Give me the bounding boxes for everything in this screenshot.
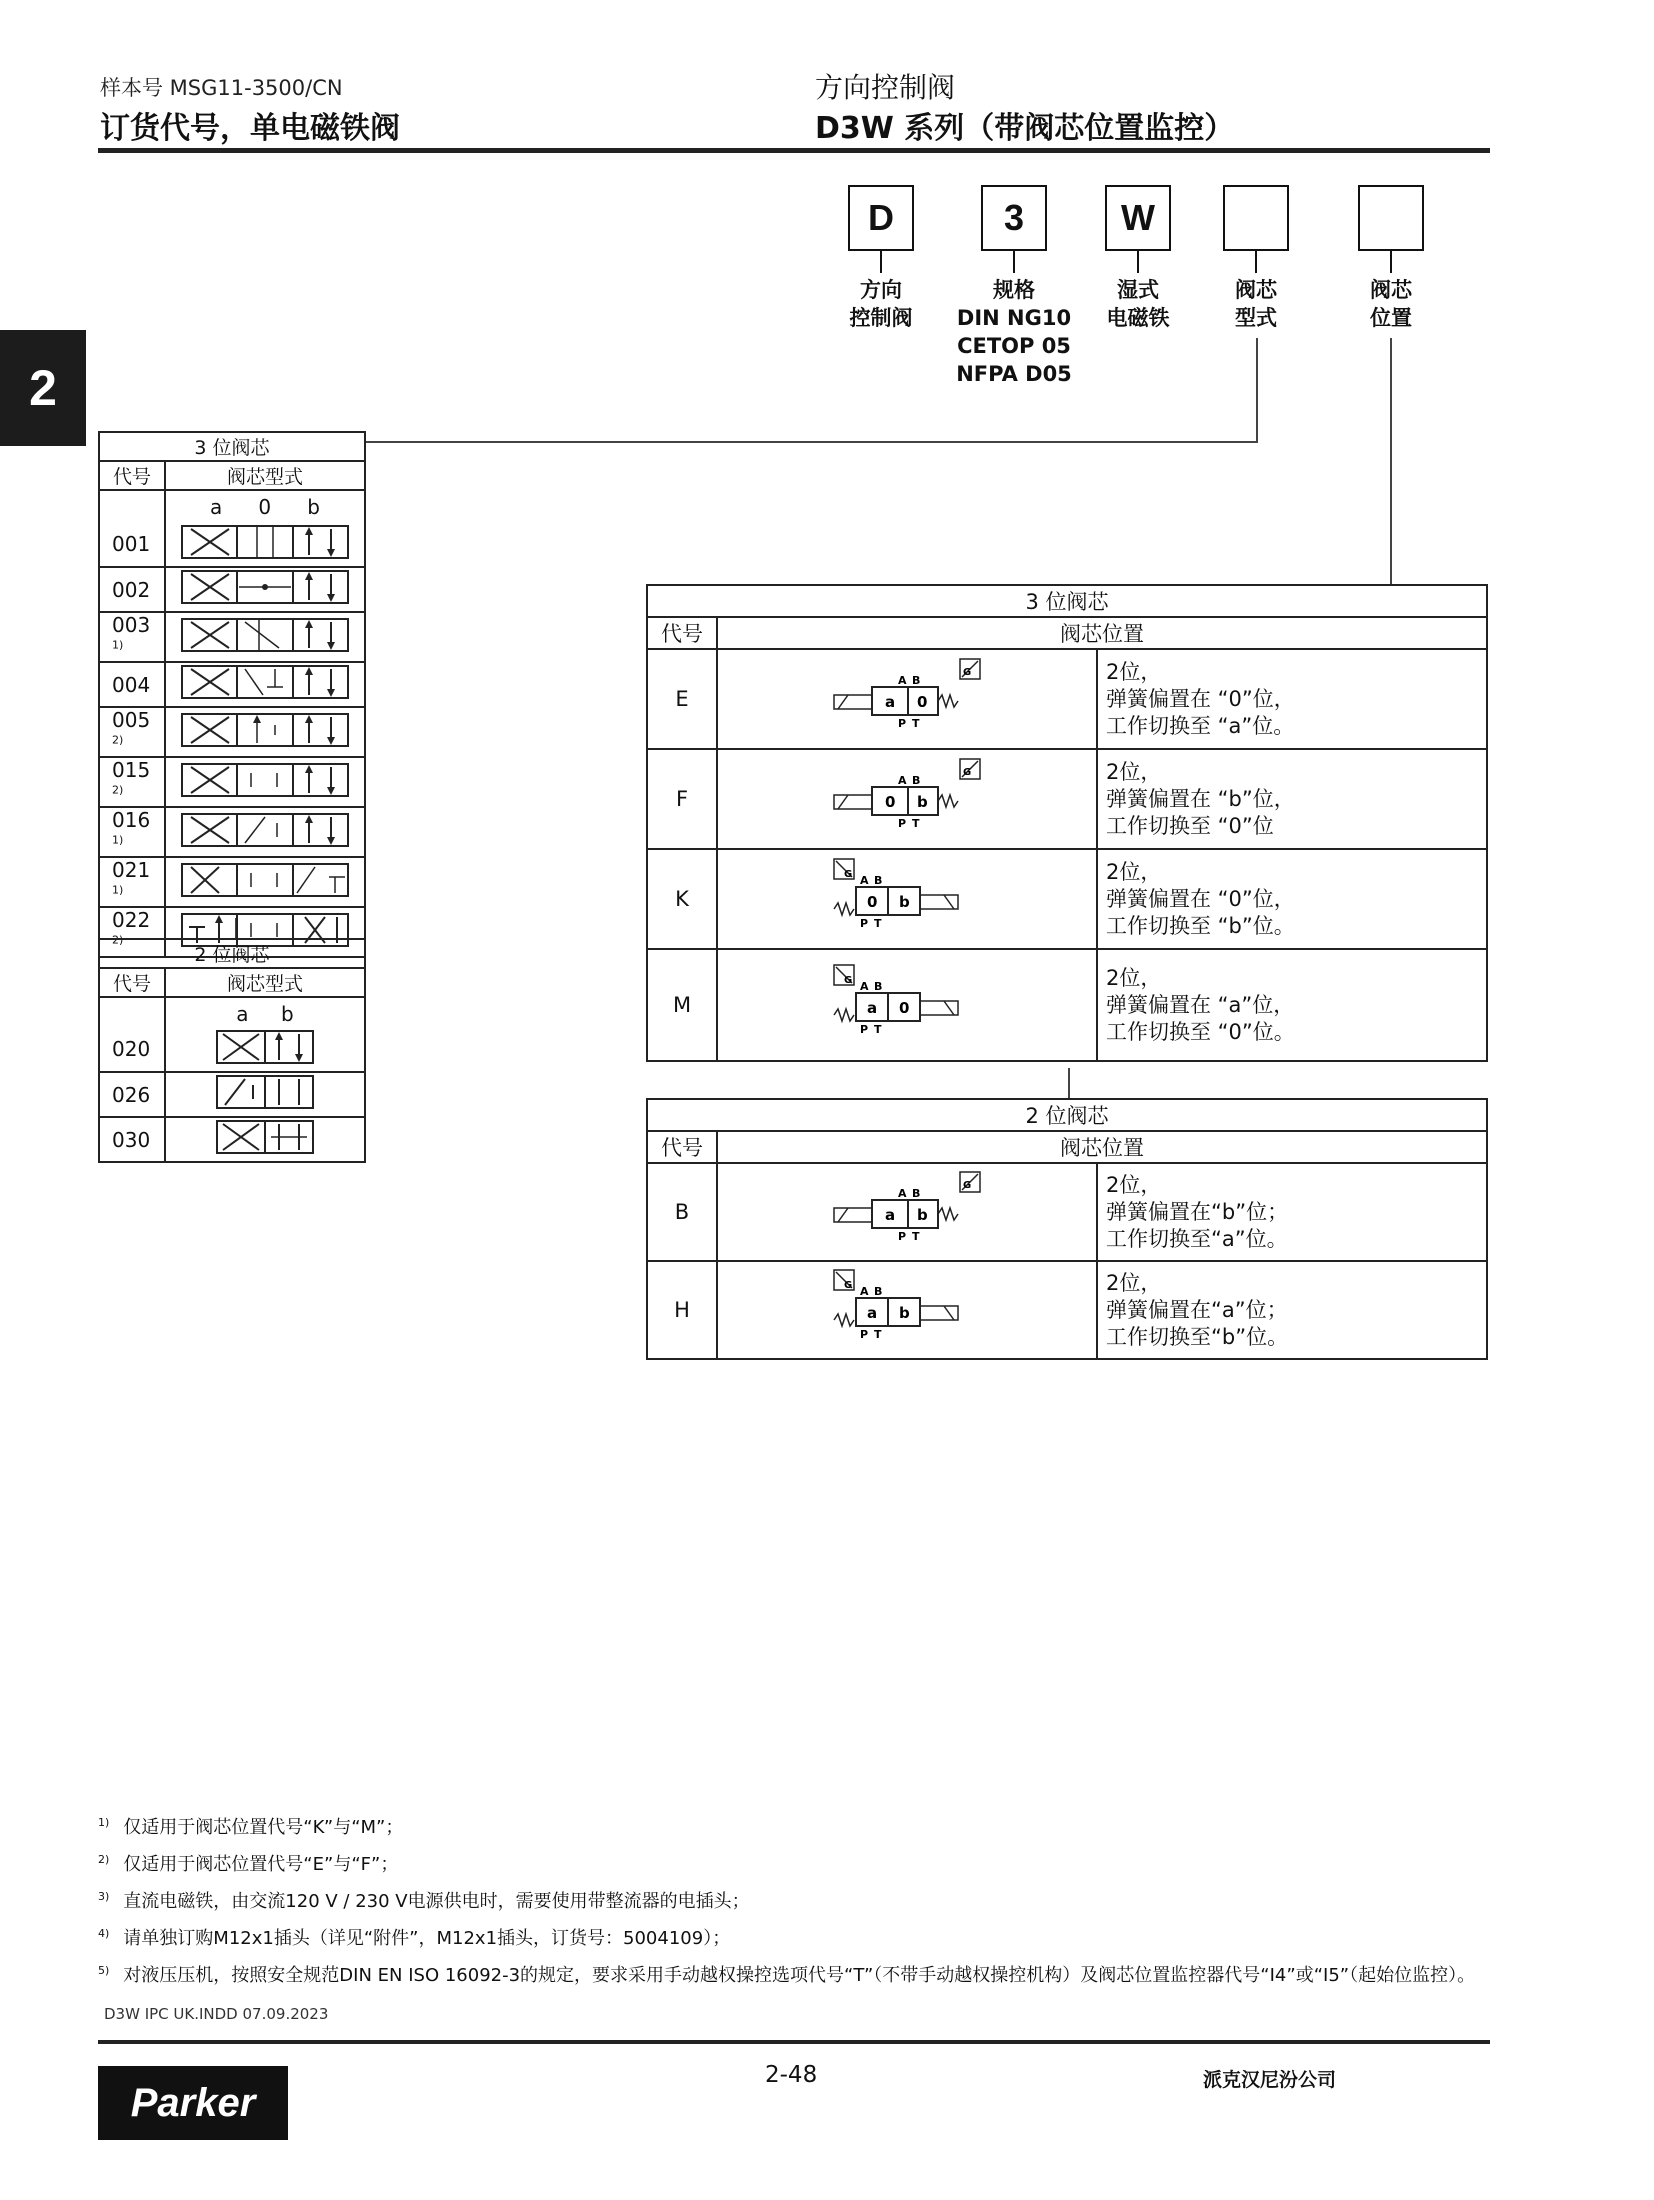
- table-row: [99, 857, 365, 907]
- position-labels: [170, 493, 360, 525]
- valve-symbol: [832, 1170, 982, 1250]
- spool-symbol: [179, 813, 351, 847]
- footnote: $^{4)}$ 请单独订购M12x1插头（详见“附件”，M12x1插头，订货号：5004109）；: [98, 1927, 731, 1949]
- code-box-3: W: [1105, 185, 1171, 251]
- code-label-size: 规格 DIN NG10 CETOP 05 NFPA D05: [956, 278, 1072, 386]
- spool-symbol: [179, 618, 351, 652]
- code-label-solenoid: 湿式 电磁铁: [1106, 278, 1170, 330]
- desc-line: 弹簧偏置在 “a”位，: [1106, 992, 1295, 1017]
- page-number: 2-48: [765, 2062, 818, 2088]
- symbol-label: P: [898, 1229, 907, 1243]
- desc-line: 工作切换至“a”位。: [1106, 1226, 1288, 1251]
- symbol-label: G: [963, 666, 972, 678]
- symbol-label: A: [860, 873, 869, 887]
- box-label: a: [867, 998, 878, 1017]
- box-label: 0: [867, 892, 878, 911]
- footnote: $^{1)}$ 仅适用于阀芯位置代号“K”与“M”；: [98, 1816, 404, 1838]
- symbol-label: B: [912, 773, 921, 787]
- box-label: b: [917, 1205, 928, 1224]
- desc-line: 工作切换至“b”位。: [1106, 1324, 1289, 1349]
- table-caption: 2 位阀芯: [99, 939, 365, 968]
- valve-symbol: [832, 1268, 982, 1348]
- spool-code: 030: [112, 1127, 151, 1152]
- position-labels: [170, 1000, 360, 1030]
- code-box-1: D: [848, 185, 914, 251]
- table-row: [99, 997, 365, 1072]
- code-stem: [1013, 251, 1015, 273]
- symbol-label: G: [963, 766, 972, 778]
- spool-symbol: [179, 570, 351, 604]
- page-title-left: 订货代号，单电磁铁阀: [100, 111, 400, 146]
- desc-line: 弹簧偏置在 “0”位，: [1106, 686, 1295, 711]
- spool-symbol: [215, 1075, 315, 1109]
- valve-symbol: [832, 757, 982, 837]
- symbol-label: A: [860, 1284, 869, 1298]
- position-label: a: [236, 1002, 249, 1026]
- symbol-label: B: [912, 1186, 921, 1200]
- box-label: b: [917, 792, 928, 811]
- file-info: D3W IPC UK.INDD 07.09.2023: [104, 2005, 329, 2023]
- code-box-5: [1358, 185, 1424, 251]
- code-stem: [1255, 251, 1257, 273]
- table-caption: 3 位阀芯: [647, 585, 1487, 617]
- footnote-ref: 1): [112, 883, 124, 897]
- spool-type-table-2pos: [98, 938, 366, 1163]
- position-code: M: [647, 949, 717, 1061]
- footnotes: [98, 1807, 1475, 1992]
- symbol-label: A: [860, 979, 869, 993]
- connector-line: [1390, 338, 1392, 585]
- symbol-label: T: [874, 1327, 882, 1341]
- spool-code: 003: [112, 613, 151, 637]
- col-header-spool-type: 阀芯型式: [165, 968, 365, 997]
- symbol-label: P: [860, 1022, 869, 1036]
- valve-symbol: [832, 657, 982, 737]
- position-code: F: [647, 749, 717, 849]
- code-box-4: [1223, 185, 1289, 251]
- spool-symbol: [179, 525, 351, 559]
- table-row: [99, 757, 365, 807]
- symbol-label: P: [860, 1327, 869, 1341]
- section-tab: 2: [0, 330, 86, 446]
- spool-type-table-3pos: [98, 431, 366, 958]
- table-row: [99, 567, 365, 612]
- page-title-right: D3W 系列（带阀芯位置监控）: [815, 111, 1235, 146]
- spool-code: 020: [112, 1037, 151, 1061]
- code-box-2: 3: [981, 185, 1047, 251]
- symbol-label: T: [874, 916, 882, 930]
- col-header-code: 代号: [99, 968, 165, 997]
- col-header-spool-position: 阀芯位置: [717, 1131, 1487, 1163]
- code-stem: [1390, 251, 1392, 273]
- parker-logo: Parker: [98, 2066, 288, 2140]
- sample-number: 样本号 MSG11-3500/CN: [100, 76, 343, 100]
- desc-line: 2位，: [1106, 859, 1162, 884]
- table-row: [647, 749, 1487, 849]
- col-header-code: 代号: [647, 1131, 717, 1163]
- spool-code: 026: [112, 1082, 151, 1107]
- desc-line: 2位，: [1106, 1172, 1162, 1197]
- desc-line: 工作切换至 “0”位: [1106, 813, 1274, 838]
- table-row: [647, 1163, 1487, 1261]
- position-code: E: [647, 649, 717, 749]
- box-label: b: [899, 892, 910, 911]
- footer-rule: [98, 2040, 1490, 2044]
- position-code: B: [647, 1163, 717, 1261]
- header-rule: [98, 148, 1490, 153]
- table-row: [99, 1072, 365, 1117]
- company-name: 派克汉尼汾公司: [1203, 2069, 1337, 2091]
- valve-symbol: [832, 857, 982, 937]
- table-caption: 2 位阀芯: [647, 1099, 1487, 1131]
- desc-line: 工作切换至 “b”位。: [1106, 913, 1295, 938]
- table-row: [99, 807, 365, 857]
- table-row: [647, 1261, 1487, 1359]
- desc-line: 弹簧偏置在 “b”位，: [1106, 786, 1295, 811]
- valve-symbol: [832, 963, 982, 1043]
- symbol-label: G: [844, 1279, 853, 1291]
- spool-code: 002: [112, 577, 151, 602]
- spool-position-table-2pos: [646, 1098, 1488, 1360]
- spool-code: 015: [112, 758, 151, 782]
- footnote-ref: 2): [112, 733, 124, 747]
- symbol-label: T: [912, 816, 920, 830]
- spool-symbol: [179, 863, 351, 897]
- symbol-label: G: [963, 1179, 972, 1191]
- position-label: 0: [258, 495, 272, 519]
- spool-symbol: [215, 1030, 315, 1064]
- desc-line: 2位，: [1106, 659, 1162, 684]
- desc-line: 2位，: [1106, 1270, 1162, 1295]
- symbol-label: B: [912, 673, 921, 687]
- spool-symbol: [179, 763, 351, 797]
- symbol-label: A: [898, 1186, 907, 1200]
- col-header-code: 代号: [647, 617, 717, 649]
- desc-line: 弹簧偏置在“b”位；: [1106, 1199, 1289, 1224]
- spool-position-table-3pos: [646, 584, 1488, 1062]
- symbol-label: T: [874, 1022, 882, 1036]
- symbol-label: T: [912, 1229, 920, 1243]
- position-code: K: [647, 849, 717, 949]
- table-row: [99, 662, 365, 707]
- table-row: [647, 949, 1487, 1061]
- position-label: a: [210, 495, 223, 519]
- symbol-label: A: [898, 673, 907, 687]
- spool-code: 022: [112, 908, 151, 932]
- footnote: $^{5)}$ 对液压压机，按照安全规范DIN EN ISO 16092-3的规定，要求采用手动越权操控选项代号“T”（不带手动越权操控机构）及阀芯位置监控器代号“I4”或“I5”（起始位监控）。: [98, 1964, 1476, 1986]
- symbol-label: G: [844, 868, 853, 880]
- desc-line: 弹簧偏置在“a”位；: [1106, 1297, 1288, 1322]
- box-label: b: [899, 1303, 910, 1322]
- desc-line: 工作切换至 “0”位。: [1106, 1019, 1295, 1044]
- symbol-label: T: [912, 716, 920, 730]
- spool-symbol: [179, 713, 351, 747]
- symbol-label: P: [860, 916, 869, 930]
- footnote-ref: 1): [112, 638, 124, 652]
- footnote: $^{2)}$ 仅适用于阀芯位置代号“E”与“F”；: [98, 1853, 399, 1875]
- table-caption: 3 位阀芯: [99, 432, 365, 461]
- box-label: a: [867, 1303, 878, 1322]
- symbol-label: B: [874, 979, 883, 993]
- box-label: a: [885, 692, 896, 711]
- box-label: 0: [917, 692, 928, 711]
- table-row: [99, 612, 365, 662]
- box-label: a: [885, 1205, 896, 1224]
- symbol-label: P: [898, 816, 907, 830]
- code-label-direction: 方向 控制阀: [849, 278, 913, 330]
- table-row: [647, 849, 1487, 949]
- symbol-label: G: [844, 974, 853, 986]
- connector-line: [1068, 1068, 1070, 1100]
- connector-line: [1256, 338, 1258, 442]
- footnote-ref: 1): [112, 833, 124, 847]
- col-header-spool-position: 阀芯位置: [717, 617, 1487, 649]
- connector-line: [365, 441, 1258, 443]
- code-stem: [1137, 251, 1139, 273]
- desc-line: 工作切换至 “a”位。: [1106, 713, 1295, 738]
- position-label: b: [281, 1002, 294, 1026]
- position-code: H: [647, 1261, 717, 1359]
- symbol-label: B: [874, 1284, 883, 1298]
- spool-symbol: [179, 665, 351, 699]
- symbol-label: B: [874, 873, 883, 887]
- spool-code: 021: [112, 858, 151, 882]
- code-label-spool-type: 阀芯 型式: [1235, 278, 1277, 330]
- position-label: b: [307, 495, 320, 519]
- footnote-ref: 2): [112, 933, 124, 947]
- spool-code: 005: [112, 708, 151, 732]
- col-header-spool-type: 阀芯型式: [165, 461, 365, 490]
- table-row: [99, 490, 365, 567]
- box-label: 0: [899, 998, 910, 1017]
- code-label-spool-position: 阀芯 位置: [1370, 278, 1412, 330]
- symbol-label: A: [898, 773, 907, 787]
- table-row: [647, 649, 1487, 749]
- col-header-code: 代号: [99, 461, 165, 490]
- desc-line: 弹簧偏置在 “0”位，: [1106, 886, 1295, 911]
- desc-line: 2位，: [1106, 965, 1162, 990]
- symbol-label: P: [898, 716, 907, 730]
- spool-code: 016: [112, 808, 151, 832]
- spool-code: 004: [112, 672, 151, 697]
- table-row: [99, 1117, 365, 1162]
- spool-symbol: [215, 1120, 315, 1154]
- box-label: 0: [885, 792, 896, 811]
- table-row: [99, 707, 365, 757]
- footnote: $^{3)}$ 直流电磁铁，由交流120 V / 230 V电源供电时，需要使用带整流器的电插头；: [98, 1890, 750, 1912]
- footnote-ref: 2): [112, 783, 124, 797]
- spool-code: 001: [112, 532, 151, 556]
- code-stem: [880, 251, 882, 273]
- desc-line: 2位，: [1106, 759, 1162, 784]
- page-subtitle-right: 方向控制阀: [815, 71, 956, 104]
